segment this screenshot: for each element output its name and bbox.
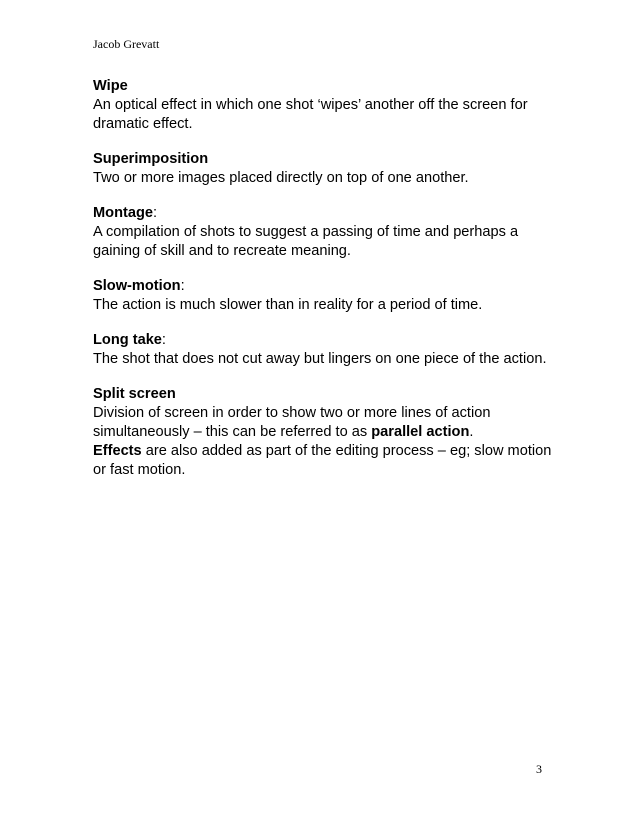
term-superimposition: Superimposition — [93, 151, 209, 167]
section-heading — [93, 277, 553, 296]
definition-split-screen — [93, 404, 553, 442]
term-suffix: : — [161, 332, 166, 348]
definition-superimposition: Two or more images placed directly on top of one another. — [93, 170, 469, 186]
term-slow-motion: Slow-motion — [93, 278, 181, 294]
section-heading — [93, 77, 553, 96]
section-heading — [93, 385, 553, 404]
term-parallel-action: parallel action — [371, 424, 470, 440]
definition-effects — [93, 442, 553, 480]
section-slow-motion — [93, 277, 553, 315]
section-superimposition — [93, 150, 553, 188]
section-split-screen — [93, 385, 553, 480]
term-effects: Effects — [93, 443, 142, 459]
section-montage — [93, 204, 553, 261]
section-heading — [93, 204, 553, 223]
term-split-screen: Split screen — [93, 386, 176, 402]
section-heading — [93, 331, 553, 350]
section-long-take — [93, 331, 553, 369]
definition-text: are also added as part of the editing process – eg; slow motion or fast motion. — [93, 443, 552, 478]
definition-wipe: An optical effect in which one shot ‘wipes’ another off the screen for dramatic effect. — [93, 97, 528, 132]
definition-text: Division of screen in order to show two or more lines of action simultaneously – this can be referred to as — [93, 405, 491, 440]
term-suffix: : — [180, 278, 185, 294]
section-wipe — [93, 77, 553, 134]
term-suffix: : — [153, 205, 158, 221]
page-header-author: Jacob Grevatt — [93, 37, 160, 51]
page-number: 3 — [536, 762, 542, 776]
definition-slow-motion: The action is much slower than in reality for a period of time. — [93, 297, 483, 313]
definition-long-take: The shot that does not cut away but lingers on one piece of the action. — [93, 351, 547, 367]
section-heading — [93, 150, 553, 169]
term-montage: Montage — [93, 205, 153, 221]
term-long-take: Long take — [93, 332, 162, 348]
definition-montage: A compilation of shots to suggest a passing of time and perhaps a gaining of skill and to recreate meaning. — [93, 224, 519, 259]
definition-text: . — [469, 424, 474, 440]
document-body — [93, 77, 553, 496]
term-wipe: Wipe — [93, 78, 128, 94]
